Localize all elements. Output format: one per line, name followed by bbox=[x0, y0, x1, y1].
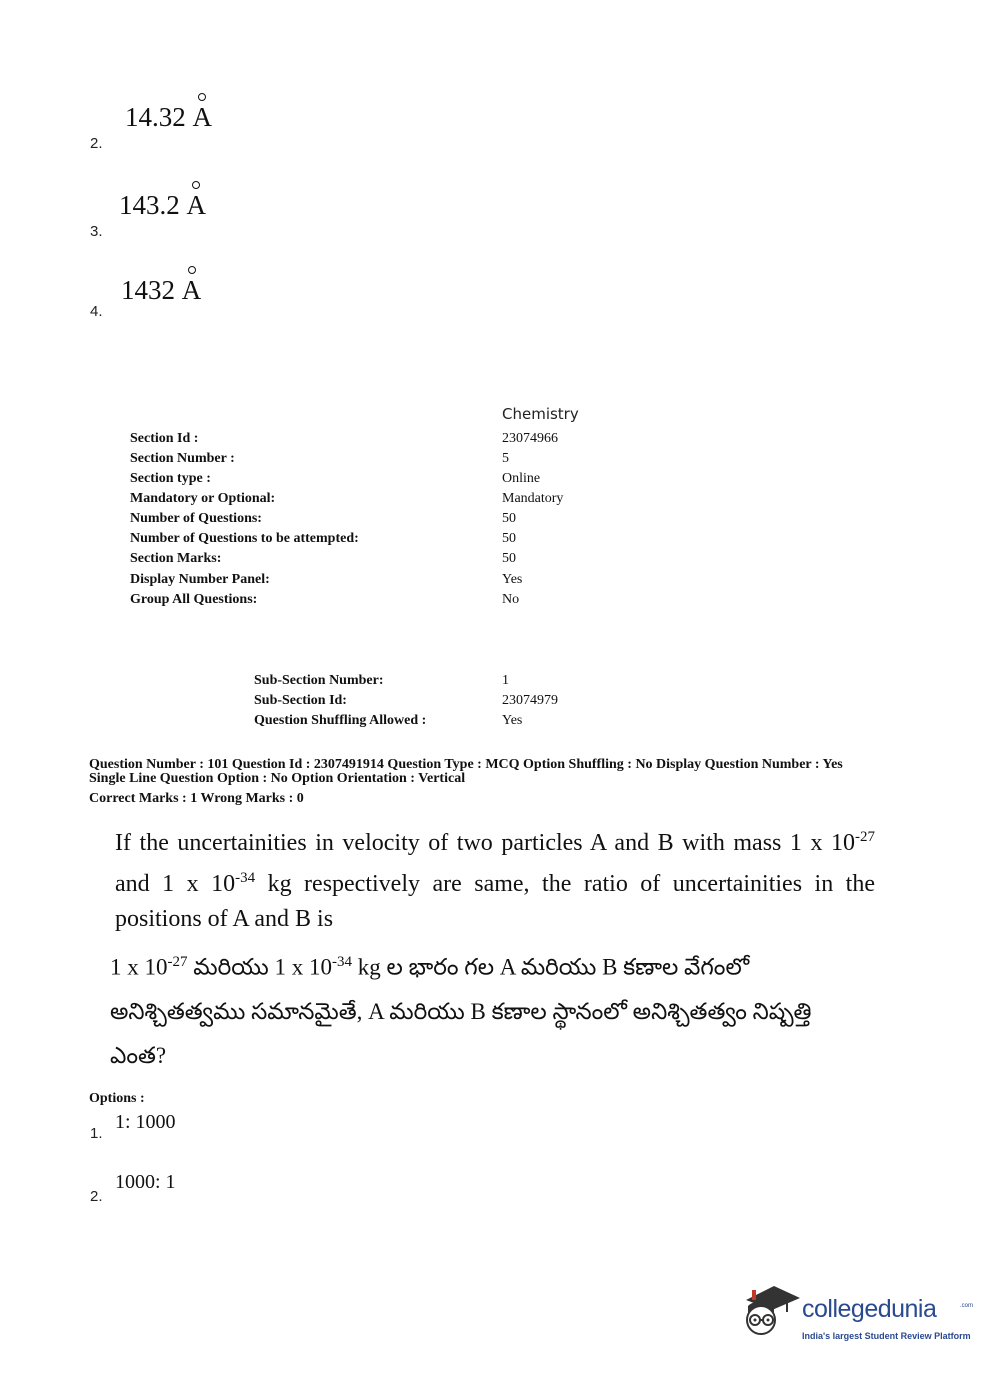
question-meta-line-1: Question Number : 101 Question Id : 2307491914 Question Type : MCQ Option Shuffling : No Display Question Number : Yes bbox=[89, 757, 843, 772]
subsection-value: Yes bbox=[502, 713, 523, 728]
section-label: Section Marks: bbox=[130, 551, 222, 566]
option-number: 2. bbox=[90, 135, 103, 152]
logo-wordmark: collegedunia bbox=[802, 1295, 937, 1323]
logo-suffix: .com bbox=[960, 1303, 974, 1309]
subsection-value: 1 bbox=[502, 673, 509, 688]
option-value: 14.32 A bbox=[125, 102, 212, 132]
section-value: 23074966 bbox=[502, 431, 558, 446]
option-number: 2. bbox=[90, 1188, 103, 1205]
section-label: Display Number Panel: bbox=[130, 572, 270, 587]
question-meta-line-3: Correct Marks : 1 Wrong Marks : 0 bbox=[89, 791, 304, 806]
question-meta-line-2: Single Line Question Option : No Option Orientation : Vertical bbox=[89, 771, 466, 786]
subsection-label: Question Shuffling Allowed : bbox=[254, 713, 427, 728]
option-value: 1432 A bbox=[121, 275, 202, 305]
subsection-label: Sub-Section Id: bbox=[254, 693, 347, 708]
option-number: 3. bbox=[90, 223, 103, 240]
section-value: 50 bbox=[502, 551, 516, 566]
section-value: Mandatory bbox=[502, 491, 564, 506]
question-text-telugu: 1 x $10^{-27}$ మరియు 1 x $10^{-34}$ kg ల భారం గల A మరియు B కణాల వేగంలో అనిశ్చితత్వము సమానమైతే, A మరియు B కణాల స్థానంలో అనిశ్చితత్వం నిష్పత్తి ఎంత? bbox=[110, 954, 812, 1068]
section-value: No bbox=[502, 592, 520, 607]
section-label: Section type : bbox=[130, 471, 211, 486]
section-label: Section Number : bbox=[130, 451, 235, 466]
option-value: 1000: 1 bbox=[115, 1171, 176, 1193]
section-label: Number of Questions: bbox=[130, 511, 262, 526]
logo-tagline: India's largest Student Review Platform bbox=[802, 1331, 971, 1341]
section-label: Group All Questions: bbox=[130, 592, 258, 607]
section-title: Chemistry bbox=[502, 405, 579, 423]
section-value: Online bbox=[502, 471, 541, 486]
subsection-label: Sub-Section Number: bbox=[254, 673, 384, 688]
section-value: Yes bbox=[502, 572, 523, 587]
student-mascot-icon bbox=[740, 1282, 802, 1340]
option-value: 143.2 A bbox=[119, 190, 206, 220]
option-number: 1. bbox=[90, 1125, 103, 1142]
section-value: 50 bbox=[502, 511, 516, 526]
section-value: 5 bbox=[502, 451, 509, 466]
option-number: 4. bbox=[90, 303, 103, 320]
options-label: Options : bbox=[89, 1091, 145, 1106]
section-value: 50 bbox=[502, 531, 516, 546]
subsection-value: 23074979 bbox=[502, 693, 558, 708]
section-label: Mandatory or Optional: bbox=[130, 491, 276, 506]
option-value: 1: 1000 bbox=[115, 1111, 176, 1133]
question-text-english: If the uncertainities in velocity of two particles A and B with mass 1 x $10^{-27}$ and 1 x $10^{-34}$ kg respectively are same, the ratio of uncertainities in the positions of A and B is bbox=[115, 829, 875, 932]
section-label: Section Id : bbox=[130, 431, 199, 446]
section-label: Number of Questions to be attempted: bbox=[130, 531, 359, 546]
